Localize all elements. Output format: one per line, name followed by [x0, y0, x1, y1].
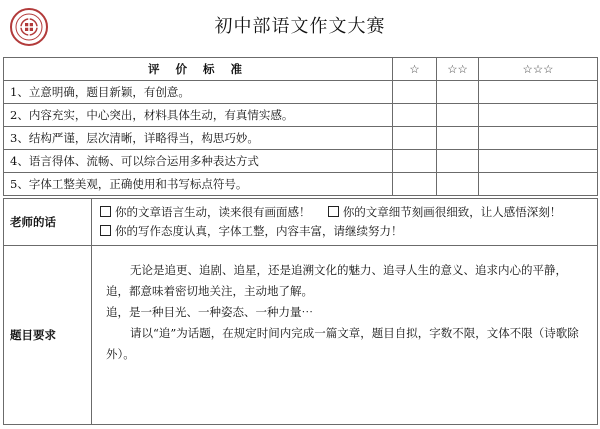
score-cell[interactable] — [437, 150, 479, 173]
topic-paragraph: 无论是追更、追剧、追星，还是追溯文化的魅力、追寻人生的意义、追求内心的平静，追，都意味着密切地关注，主动地了解。 — [106, 263, 567, 298]
criterion-text: 4、语言得体、流畅、可以综合运用多种表达方式 — [4, 150, 393, 173]
comment-checkbox-1[interactable] — [100, 206, 111, 217]
comment-text: 你的文章语言生动，读来很有画面感！ — [115, 205, 311, 219]
topic-paragraph: 请以“追”为话题，在规定时间内完成一篇文章，题目自拟，字数不限，文体不限（诗歌除外）。 — [106, 326, 579, 361]
topic-row — [4, 246, 598, 425]
criterion-text: 1、立意明确，题目新颖，有创意。 — [4, 81, 393, 104]
teacher-comment-row — [4, 199, 598, 246]
score-cell[interactable] — [479, 104, 598, 127]
criterion-text: 5、字体工整美观，正确使用和书写标点符号。 — [4, 173, 393, 196]
comment-checkbox-2[interactable] — [328, 206, 339, 217]
criterion-row — [4, 81, 598, 104]
criterion-row — [4, 173, 598, 196]
criterion-row — [4, 150, 598, 173]
criteria-header-row — [4, 58, 598, 81]
comment-line-1 — [100, 203, 589, 222]
score-cell[interactable] — [393, 127, 437, 150]
score-cell[interactable] — [393, 104, 437, 127]
score-cell[interactable] — [437, 104, 479, 127]
criterion-row — [4, 104, 598, 127]
star-column-3: ☆☆☆ — [479, 58, 598, 81]
star-column-2: ☆☆ — [437, 58, 479, 81]
comment-text: 你的文章细节刻画很细致，让人感悟深刻！ — [342, 205, 562, 219]
score-cell[interactable] — [479, 81, 598, 104]
score-cell[interactable] — [437, 173, 479, 196]
topic-label: 题目要求 — [4, 246, 92, 425]
score-cell[interactable] — [393, 150, 437, 173]
score-cell[interactable] — [437, 81, 479, 104]
comment-line-2 — [100, 222, 589, 241]
teacher-comments — [92, 199, 598, 246]
teacher-label: 老师的话 — [4, 199, 92, 246]
topic-paragraph: 追，是一种目光、一种姿态、一种力量⋯ — [106, 305, 313, 319]
header — [0, 0, 600, 56]
criterion-text: 2、内容充实，中心突出，材料具体生动，有真情实感。 — [4, 104, 393, 127]
score-cell[interactable] — [393, 173, 437, 196]
evaluation-form — [3, 57, 598, 196]
score-cell[interactable] — [437, 127, 479, 150]
comment-checkbox-3[interactable] — [100, 225, 111, 236]
criterion-row — [4, 127, 598, 150]
page-title: 初中部语文作文大赛 — [214, 16, 386, 37]
criteria-header-label: 评 价 标 准 — [4, 58, 393, 81]
score-cell[interactable] — [479, 150, 598, 173]
score-cell[interactable] — [479, 173, 598, 196]
topic-requirements — [92, 246, 598, 425]
comment-topic-table — [3, 198, 598, 425]
star-column-1: ☆ — [393, 58, 437, 81]
criterion-text: 3、结构严谨，层次清晰，详略得当，构思巧妙。 — [4, 127, 393, 150]
comment-text: 你的写作态度认真，字体工整，内容丰富，请继续努力！ — [115, 224, 403, 238]
score-cell[interactable] — [479, 127, 598, 150]
score-cell[interactable] — [393, 81, 437, 104]
